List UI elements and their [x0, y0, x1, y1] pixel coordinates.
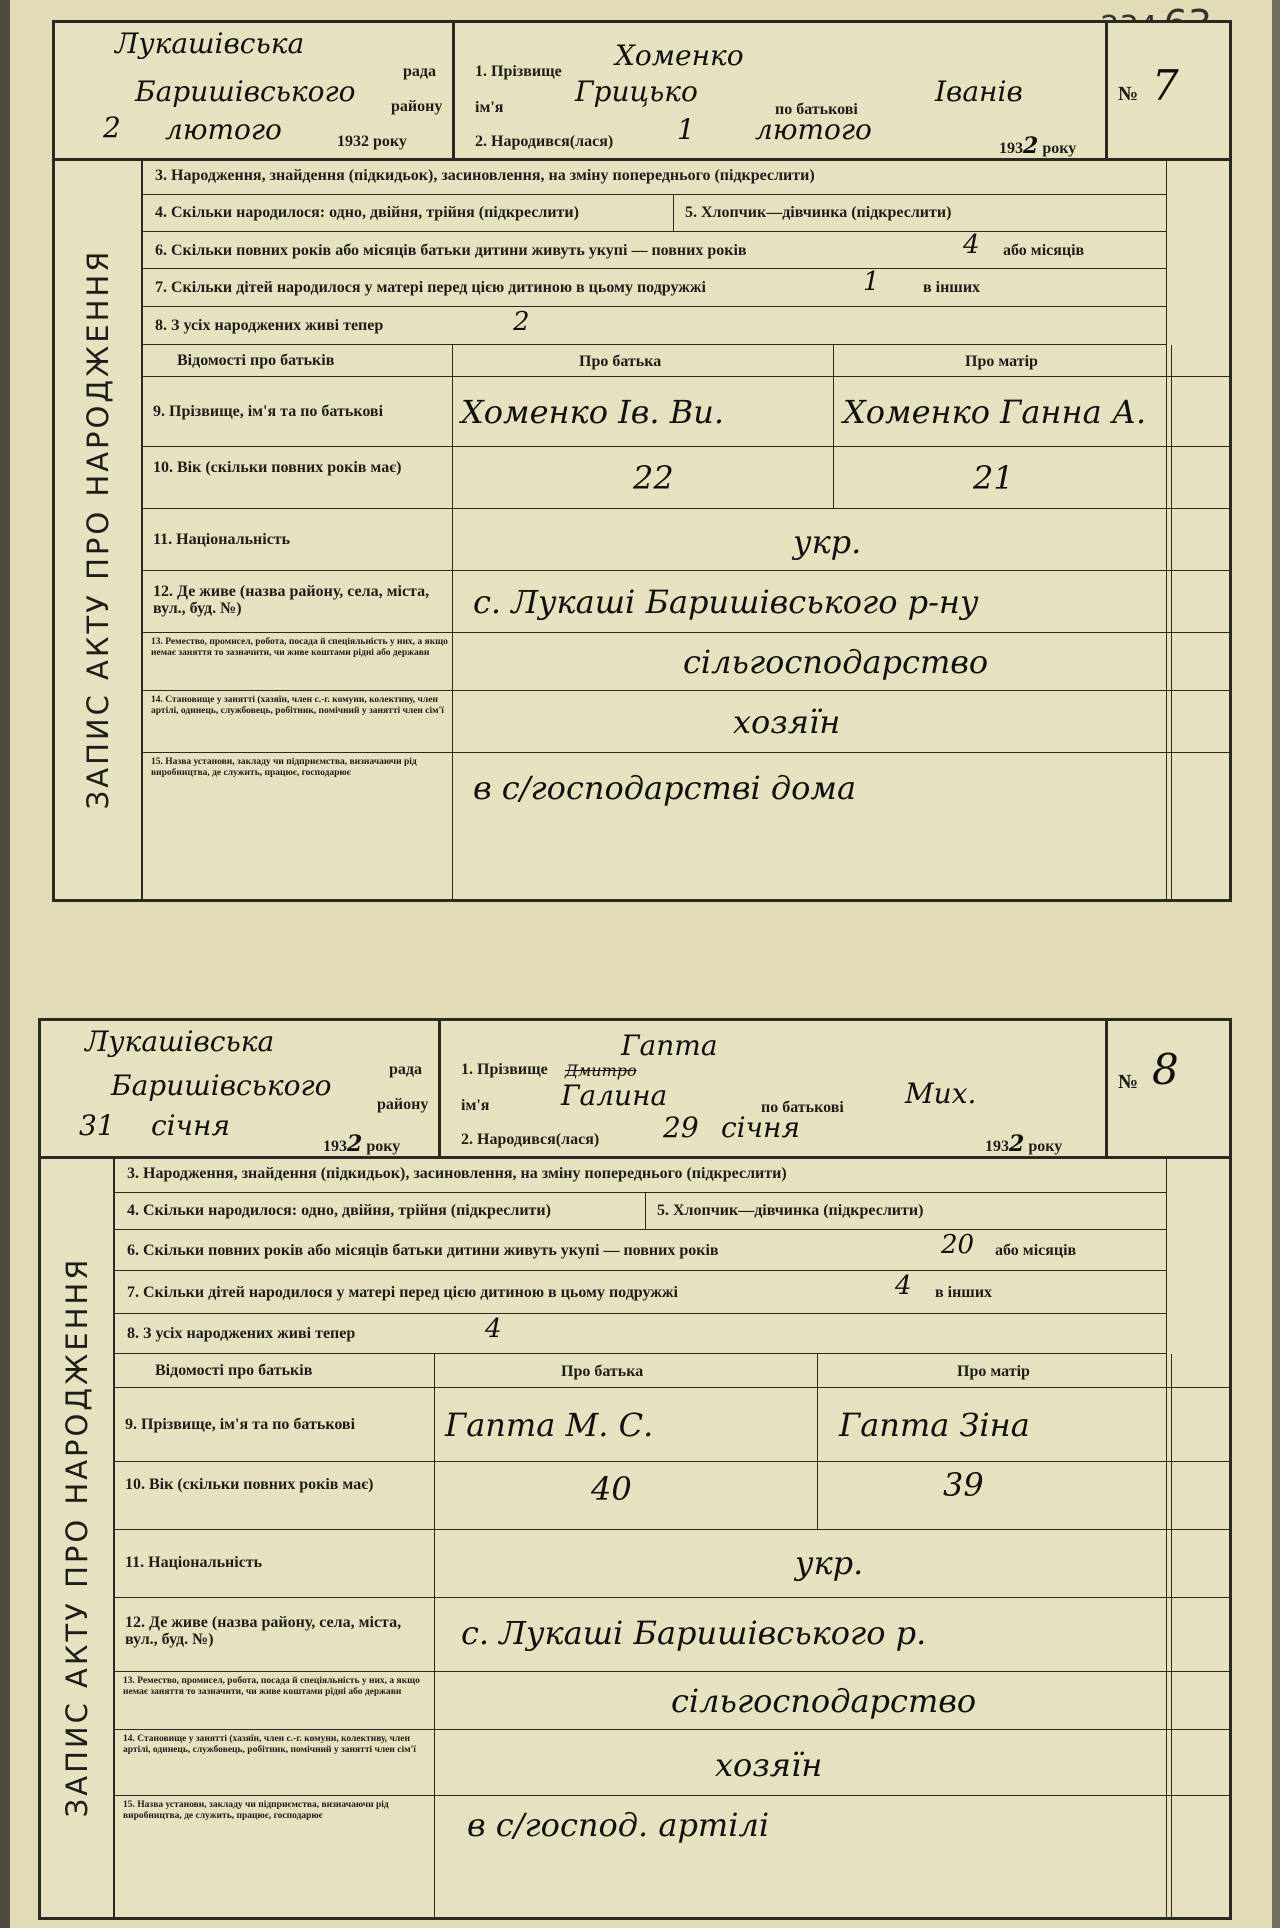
- parents-section-label: Відомості про батьків: [177, 352, 335, 369]
- mother-age: 21: [973, 459, 1014, 497]
- birth-record-form-2: [38, 1018, 1232, 1920]
- council-name: Лукашівська: [85, 1025, 275, 1058]
- parents-header-row: [115, 1354, 1229, 1388]
- record-header: [55, 23, 1229, 161]
- side-title: ЗАПИС АКТУ ПРО НАРОДЖЕННЯ: [81, 248, 115, 809]
- name-label: ім'я: [475, 99, 504, 116]
- district-name: Баришівського: [111, 1069, 332, 1102]
- mother-full-name: Гапта Зіна: [839, 1406, 1030, 1444]
- child-block: [455, 23, 1145, 158]
- row-15: 15. Назва установи, закладу чи підприємства, визначаючи рід виробництва, де служить, працює, господарює в с/господарстві дома: [143, 753, 1229, 900]
- name-value: Галина: [561, 1079, 668, 1112]
- date-month: січня: [151, 1109, 231, 1142]
- row-4-5: 4. Скільки народилося: одно, двійня, трійня (підкреслити) 5. Хлопчик—дівчинка (підкреслити): [143, 195, 1167, 232]
- nationality: укр.: [795, 1544, 864, 1582]
- occupation: сільгосподарство: [671, 1682, 977, 1720]
- nationality: укр.: [793, 523, 862, 561]
- record-header: [41, 1021, 1229, 1159]
- council-label: рада: [389, 1061, 422, 1078]
- row-9: 9. Прізвище, ім'я та по батькові Гапта М. С. Гапта Зіна: [115, 1388, 1229, 1462]
- district-name: Баришівського: [135, 75, 356, 108]
- date-day: 31: [79, 1109, 115, 1142]
- row-14: 14. Становище у занятті (хазяїн, член с.-г. комуни, колективу, член артілі, одинець, службовець, робітник, помічний у занятті член сім'ї хозяїн: [115, 1730, 1229, 1796]
- father-age: 22: [633, 459, 674, 497]
- born-month: січня: [721, 1111, 801, 1144]
- row-14: 14. Становище у занятті (хазяїн, член с.-г. комуни, колективу, член артілі, одинець, службовець, робітник, помічний у занятті член сім'ї хозяїн: [143, 691, 1229, 753]
- row-13: 13. Ремество, промисел, робота, посада й спеціяльність у них, а якщо немає заняття то зазначити, чи живе коштами рідні або держави сільгосподарство: [115, 1672, 1229, 1730]
- mother-age: 39: [943, 1466, 984, 1504]
- patronymic-label: по батькові: [761, 1099, 844, 1116]
- father-column-header: Про батька: [561, 1363, 644, 1380]
- date-year: 1932 року: [337, 133, 407, 150]
- number-label: №: [1118, 1071, 1139, 1093]
- row-4-5: 4. Скільки народилося: одно, двійня, трійня (підкреслити) 5. Хлопчик—дівчинка (підкреслити): [115, 1193, 1167, 1230]
- surname-value: Хоменко: [615, 39, 744, 72]
- side-title-band: [41, 1156, 115, 1917]
- council-block: [55, 23, 455, 158]
- born-year: 1932 року: [985, 1131, 1063, 1157]
- row-12: 12. Де живе (назва району, села, міста, вул., буд. №) с. Лукаші Баришівського р-ну: [143, 571, 1229, 633]
- row-11: 11. Національність укр.: [143, 509, 1229, 571]
- number-label: №: [1118, 83, 1139, 105]
- row-15: 15. Назва установи, закладу чи підприємства, визначаючи рід виробництва, де служить, працює, господарює в с/господ. артілі: [115, 1796, 1229, 1920]
- side-title-band: [55, 158, 143, 899]
- council-block: [41, 1021, 441, 1156]
- employment-status: хозяїн: [733, 703, 841, 741]
- row-6: 6. Скільки повних років або місяців батьки дитини живуть укупі — повних років 4 або місяців: [143, 232, 1167, 269]
- council-name: Лукашівська: [115, 27, 305, 60]
- parents-header-row: [143, 345, 1229, 377]
- birth-record-form-1: [52, 20, 1232, 902]
- row-11: 11. Національність укр.: [115, 1530, 1229, 1598]
- workplace: в с/господарстві дома: [473, 769, 857, 807]
- father-full-name: Хоменко Ів. Ви.: [461, 393, 725, 431]
- patronymic-label: по батькові: [775, 101, 858, 118]
- mother-column-header: Про матір: [965, 353, 1038, 370]
- mother-full-name: Хоменко Ганна А.: [843, 393, 1147, 431]
- row-6: 6. Скільки повних років або місяців батьки дитини живуть укупі — повних років 20 або місяців: [115, 1230, 1167, 1271]
- patronymic-value: Іванів: [935, 75, 1023, 108]
- born-label: 2. Народився(лася): [461, 1131, 600, 1148]
- born-day: 1: [677, 113, 695, 146]
- residence: с. Лукаші Баришівського р-ну: [473, 583, 979, 621]
- surname-label: 1. Прізвище: [475, 63, 562, 80]
- row-8: 8. З усіх народжених живі тепер 4: [115, 1314, 1167, 1354]
- row-10: 10. Вік (скільки повних років має) 22 21: [143, 447, 1229, 509]
- mother-column-header: Про матір: [957, 1363, 1030, 1380]
- number-value: 7: [1152, 61, 1179, 110]
- born-month: лютого: [755, 113, 872, 146]
- name-label: ім'я: [461, 1097, 490, 1114]
- row-10: 10. Вік (скільки повних років має) 40 39: [115, 1462, 1229, 1530]
- father-age: 40: [591, 1470, 632, 1508]
- name-value: Грицько: [575, 75, 698, 108]
- workplace: в с/господ. артілі: [467, 1806, 770, 1844]
- occupation: сільгосподарство: [683, 643, 989, 681]
- book-spine-shadow: [0, 0, 10, 1928]
- record-rows: [143, 158, 1229, 899]
- surname-label: 1. Прізвище: [461, 1061, 548, 1078]
- employment-status: хозяїн: [715, 1746, 823, 1784]
- row-7: 7. Скільки дітей народилося у матері перед цією дитиною в цьому подружжі 1 в інших: [143, 269, 1167, 307]
- row-7: 7. Скільки дітей народилося у матері перед цією дитиною в цьому подружжі 4 в інших: [115, 1271, 1167, 1314]
- row-3: 3. Народження, знайдення (підкидьок), засиновлення, на зміну попереднього (підкреслити): [115, 1156, 1167, 1193]
- father-full-name: Гапта М. С.: [445, 1406, 654, 1444]
- record-number-box: [1105, 1021, 1232, 1156]
- surname-value: Гапта: [621, 1029, 718, 1062]
- side-title: ЗАПИС АКТУ ПРО НАРОДЖЕННЯ: [60, 1256, 94, 1817]
- born-day: 29: [663, 1111, 699, 1144]
- date-day: 2: [103, 111, 121, 144]
- name-struck: Дмитро: [565, 1061, 637, 1080]
- row-12: 12. Де живе (назва району, села, міста, вул., буд. №) с. Лукаші Баришівського р.: [115, 1598, 1229, 1672]
- patronymic-value: Мих.: [905, 1077, 977, 1110]
- row-9: 9. Прізвище, ім'я та по батькові Хоменко Ів. Ви. Хоменко Ганна А.: [143, 377, 1229, 447]
- row-8: 8. З усіх народжених живі тепер 2: [143, 307, 1167, 345]
- date-month: лютого: [165, 113, 282, 146]
- row-13: 13. Ремество, промисел, робота, посада й спеціяльність у них, а якщо немає заняття то зазначити, чи живе коштами рідні або держави сільгосподарство: [143, 633, 1229, 691]
- council-label: рада: [403, 63, 436, 80]
- born-label: 2. Народився(лася): [475, 133, 614, 150]
- district-label: району: [377, 1096, 429, 1113]
- child-block: [441, 1021, 1131, 1156]
- residence: с. Лукаші Баришівського р.: [461, 1614, 927, 1652]
- parents-section-label: Відомості про батьків: [155, 1362, 313, 1379]
- born-year: 1932 року: [999, 133, 1077, 159]
- district-label: району: [391, 98, 443, 115]
- number-value: 8: [1152, 1045, 1179, 1094]
- date-year: 1932 року: [323, 1131, 401, 1157]
- row-3: 3. Народження, знайдення (підкидьок), засиновлення, на зміну попереднього (підкреслити): [143, 158, 1167, 195]
- father-column-header: Про батька: [579, 353, 662, 370]
- register-page: [10, 0, 1272, 1928]
- record-number-box: [1105, 23, 1232, 158]
- record-rows: [115, 1156, 1229, 1917]
